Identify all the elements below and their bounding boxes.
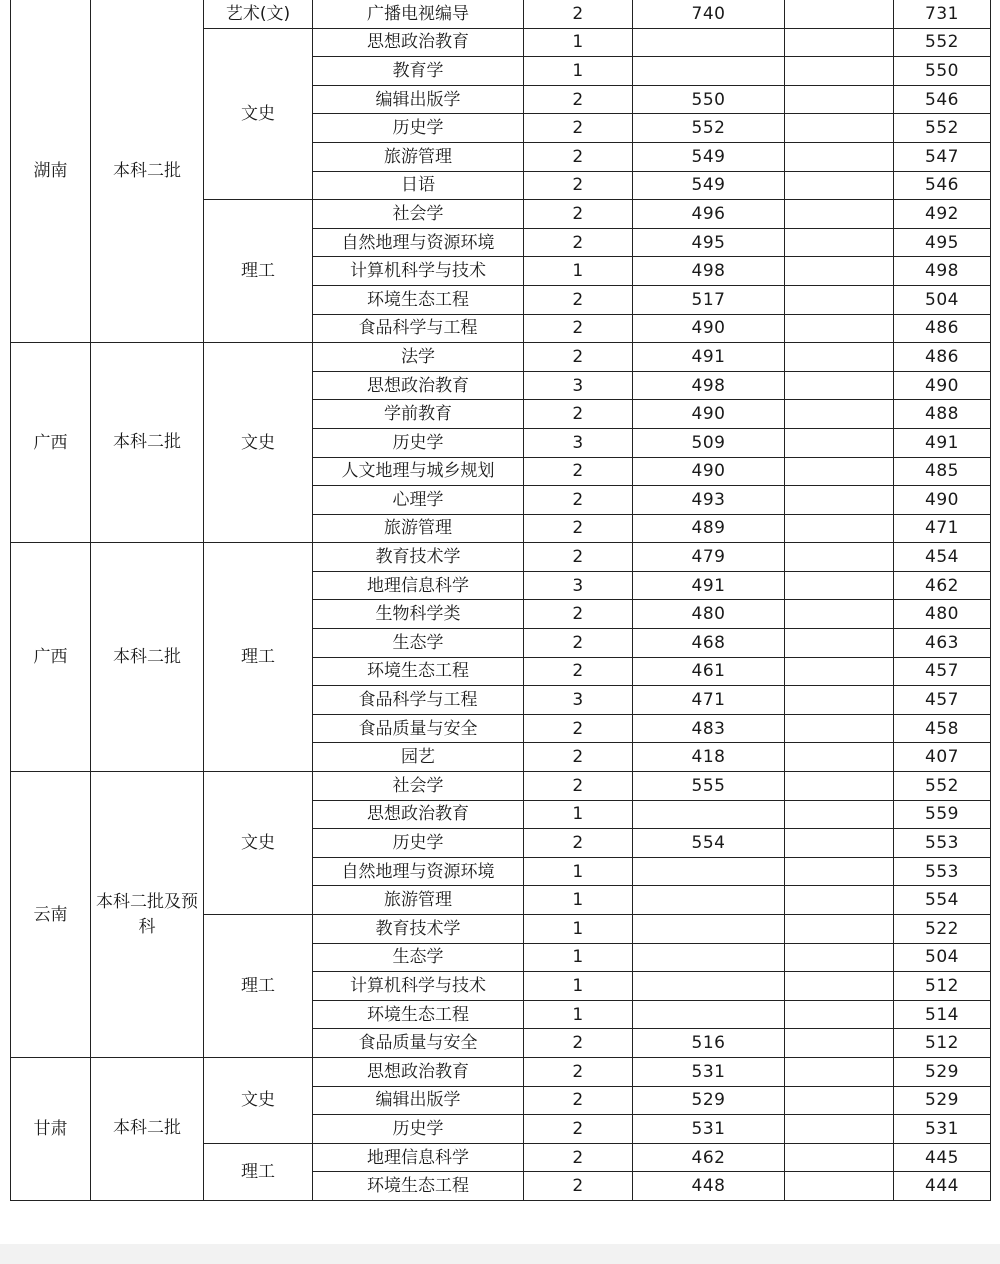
max-score-cell: 493 <box>633 486 785 515</box>
enrollment-count-cell: 2 <box>524 743 633 772</box>
enrollment-count-cell: 2 <box>524 514 633 543</box>
enrollment-count-cell: 2 <box>524 400 633 429</box>
min-score-cell: 554 <box>894 886 991 915</box>
major-cell: 自然地理与资源环境 <box>313 228 524 257</box>
table-row <box>11 543 991 572</box>
blank-cell <box>785 600 894 629</box>
blank-cell <box>785 543 894 572</box>
blank-cell <box>785 257 894 286</box>
max-score-cell: 516 <box>633 1029 785 1058</box>
major-cell: 自然地理与资源环境 <box>313 857 524 886</box>
major-cell: 思想政治教育 <box>313 800 524 829</box>
max-score-cell: 549 <box>633 142 785 171</box>
enrollment-count-cell: 2 <box>524 0 633 28</box>
major-cell: 旅游管理 <box>313 514 524 543</box>
min-score-cell: 407 <box>894 743 991 772</box>
max-score-cell: 491 <box>633 343 785 372</box>
enrollment-count-cell: 2 <box>524 1172 633 1201</box>
major-cell: 人文地理与城乡规划 <box>313 457 524 486</box>
major-cell: 食品科学与工程 <box>313 686 524 715</box>
blank-cell <box>785 629 894 658</box>
min-score-cell: 550 <box>894 57 991 86</box>
max-score-cell: 517 <box>633 285 785 314</box>
major-cell: 生物科学类 <box>313 600 524 629</box>
blank-cell <box>785 857 894 886</box>
min-score-cell: 495 <box>894 228 991 257</box>
enrollment-count-cell: 2 <box>524 228 633 257</box>
min-score-cell: 492 <box>894 200 991 229</box>
max-score-cell: 491 <box>633 571 785 600</box>
batch-cell: 本科二批 <box>91 1057 204 1200</box>
blank-cell <box>785 743 894 772</box>
min-score-cell: 488 <box>894 400 991 429</box>
min-score-cell: 512 <box>894 972 991 1001</box>
blank-cell <box>785 915 894 944</box>
min-score-cell: 462 <box>894 571 991 600</box>
major-cell: 编辑出版学 <box>313 85 524 114</box>
enrollment-count-cell: 2 <box>524 657 633 686</box>
blank-cell <box>785 943 894 972</box>
blank-cell <box>785 1086 894 1115</box>
enrollment-count-cell: 1 <box>524 1000 633 1029</box>
enrollment-count-cell: 2 <box>524 314 633 343</box>
max-score-cell: 448 <box>633 1172 785 1201</box>
major-cell: 历史学 <box>313 114 524 143</box>
max-score-cell: 550 <box>633 85 785 114</box>
province-cell: 湖南 <box>11 0 91 343</box>
max-score-cell: 462 <box>633 1143 785 1172</box>
blank-cell <box>785 57 894 86</box>
blank-cell <box>785 1115 894 1144</box>
min-score-cell: 531 <box>894 1115 991 1144</box>
enrollment-count-cell: 1 <box>524 257 633 286</box>
min-score-cell: 491 <box>894 428 991 457</box>
max-score-cell: 498 <box>633 371 785 400</box>
blank-cell <box>785 228 894 257</box>
enrollment-count-cell: 2 <box>524 200 633 229</box>
min-score-cell: 498 <box>894 257 991 286</box>
province-cell: 广西 <box>11 543 91 772</box>
category-cell: 理工 <box>204 543 313 772</box>
max-score-cell: 531 <box>633 1115 785 1144</box>
enrollment-count-cell: 2 <box>524 1057 633 1086</box>
max-score-cell: 490 <box>633 400 785 429</box>
max-score-cell: 471 <box>633 686 785 715</box>
enrollment-count-cell: 1 <box>524 943 633 972</box>
major-cell: 环境生态工程 <box>313 1000 524 1029</box>
enrollment-count-cell: 3 <box>524 686 633 715</box>
max-score-cell <box>633 886 785 915</box>
max-score-cell <box>633 800 785 829</box>
category-cell: 文史 <box>204 772 313 915</box>
major-cell: 环境生态工程 <box>313 657 524 686</box>
max-score-cell <box>633 915 785 944</box>
min-score-cell: 512 <box>894 1029 991 1058</box>
blank-cell <box>785 400 894 429</box>
major-cell: 教育技术学 <box>313 543 524 572</box>
province-cell: 甘肃 <box>11 1057 91 1200</box>
category-cell: 理工 <box>204 915 313 1058</box>
enrollment-count-cell: 2 <box>524 114 633 143</box>
blank-cell <box>785 829 894 858</box>
major-cell: 生态学 <box>313 943 524 972</box>
min-score-cell: 480 <box>894 600 991 629</box>
min-score-cell: 486 <box>894 343 991 372</box>
blank-cell <box>785 1172 894 1201</box>
category-cell: 文史 <box>204 343 313 543</box>
major-cell: 历史学 <box>313 1115 524 1144</box>
min-score-cell: 504 <box>894 943 991 972</box>
max-score-cell: 555 <box>633 772 785 801</box>
blank-cell <box>785 972 894 1001</box>
max-score-cell: 490 <box>633 314 785 343</box>
category-cell: 文史 <box>204 1057 313 1143</box>
min-score-cell: 552 <box>894 28 991 57</box>
blank-cell <box>785 200 894 229</box>
enrollment-count-cell: 2 <box>524 1086 633 1115</box>
blank-cell <box>785 686 894 715</box>
min-score-cell: 529 <box>894 1086 991 1115</box>
max-score-cell: 531 <box>633 1057 785 1086</box>
max-score-cell: 552 <box>633 114 785 143</box>
province-cell: 云南 <box>11 772 91 1058</box>
min-score-cell: 553 <box>894 829 991 858</box>
max-score-cell: 509 <box>633 428 785 457</box>
enrollment-count-cell: 2 <box>524 543 633 572</box>
blank-cell <box>785 343 894 372</box>
major-cell: 学前教育 <box>313 400 524 429</box>
blank-cell <box>785 514 894 543</box>
enrollment-count-cell: 2 <box>524 142 633 171</box>
min-score-cell: 444 <box>894 1172 991 1201</box>
major-cell: 食品质量与安全 <box>313 1029 524 1058</box>
blank-cell <box>785 85 894 114</box>
max-score-cell: 490 <box>633 457 785 486</box>
min-score-cell: 458 <box>894 714 991 743</box>
blank-cell <box>785 1029 894 1058</box>
blank-cell <box>785 114 894 143</box>
blank-cell <box>785 285 894 314</box>
min-score-cell: 486 <box>894 314 991 343</box>
category-cell: 理工 <box>204 200 313 343</box>
category-cell: 理工 <box>204 1143 313 1200</box>
major-cell: 编辑出版学 <box>313 1086 524 1115</box>
max-score-cell <box>633 1000 785 1029</box>
major-cell: 思想政治教育 <box>313 371 524 400</box>
major-cell: 园艺 <box>313 743 524 772</box>
enrollment-count-cell: 2 <box>524 714 633 743</box>
max-score-cell <box>633 57 785 86</box>
min-score-cell: 454 <box>894 543 991 572</box>
major-cell: 历史学 <box>313 428 524 457</box>
category-cell: 艺术(文) <box>204 0 313 28</box>
major-cell: 地理信息科学 <box>313 1143 524 1172</box>
min-score-cell: 471 <box>894 514 991 543</box>
table-row <box>11 1057 991 1086</box>
max-score-cell: 496 <box>633 200 785 229</box>
max-score-cell <box>633 857 785 886</box>
major-cell: 食品科学与工程 <box>313 314 524 343</box>
major-cell: 法学 <box>313 343 524 372</box>
enrollment-count-cell: 3 <box>524 571 633 600</box>
enrollment-count-cell: 1 <box>524 800 633 829</box>
bottom-margin <box>0 1244 1000 1264</box>
enrollment-count-cell: 1 <box>524 857 633 886</box>
major-cell: 环境生态工程 <box>313 285 524 314</box>
major-cell: 社会学 <box>313 772 524 801</box>
max-score-cell: 483 <box>633 714 785 743</box>
enrollment-count-cell: 2 <box>524 600 633 629</box>
min-score-cell: 504 <box>894 285 991 314</box>
batch-cell: 本科二批 <box>91 343 204 543</box>
max-score-cell: 549 <box>633 171 785 200</box>
blank-cell <box>785 0 894 28</box>
major-cell: 历史学 <box>313 829 524 858</box>
blank-cell <box>785 1143 894 1172</box>
major-cell: 思想政治教育 <box>313 1057 524 1086</box>
enrollment-count-cell: 2 <box>524 85 633 114</box>
min-score-cell: 445 <box>894 1143 991 1172</box>
enrollment-count-cell: 1 <box>524 886 633 915</box>
enrollment-count-cell: 3 <box>524 371 633 400</box>
blank-cell <box>785 657 894 686</box>
major-cell: 社会学 <box>313 200 524 229</box>
blank-cell <box>785 428 894 457</box>
enrollment-count-cell: 2 <box>524 629 633 658</box>
enrollment-count-cell: 2 <box>524 1029 633 1058</box>
min-score-cell: 546 <box>894 85 991 114</box>
max-score-cell <box>633 972 785 1001</box>
category-cell: 文史 <box>204 28 313 200</box>
enrollment-count-cell: 2 <box>524 486 633 515</box>
enrollment-count-cell: 2 <box>524 829 633 858</box>
blank-cell <box>785 772 894 801</box>
major-cell: 日语 <box>313 171 524 200</box>
blank-cell <box>785 714 894 743</box>
max-score-cell <box>633 943 785 972</box>
enrollment-count-cell: 1 <box>524 57 633 86</box>
major-cell: 计算机科学与技术 <box>313 257 524 286</box>
max-score-cell: 554 <box>633 829 785 858</box>
major-cell: 旅游管理 <box>313 886 524 915</box>
major-cell: 教育学 <box>313 57 524 86</box>
table-row <box>11 772 991 801</box>
blank-cell <box>785 571 894 600</box>
blank-cell <box>785 800 894 829</box>
min-score-cell: 490 <box>894 486 991 515</box>
blank-cell <box>785 457 894 486</box>
enrollment-count-cell: 1 <box>524 972 633 1001</box>
blank-cell <box>785 142 894 171</box>
enrollment-count-cell: 2 <box>524 772 633 801</box>
batch-cell: 本科二批及预科 <box>91 772 204 1058</box>
enrollment-count-cell: 2 <box>524 457 633 486</box>
blank-cell <box>785 486 894 515</box>
min-score-cell: 463 <box>894 629 991 658</box>
major-cell: 旅游管理 <box>313 142 524 171</box>
min-score-cell: 559 <box>894 800 991 829</box>
min-score-cell: 490 <box>894 371 991 400</box>
max-score-cell: 498 <box>633 257 785 286</box>
major-cell: 广播电视编导 <box>313 0 524 28</box>
major-cell: 食品质量与安全 <box>313 714 524 743</box>
enrollment-count-cell: 2 <box>524 1115 633 1144</box>
min-score-cell: 552 <box>894 772 991 801</box>
table-row <box>11 0 991 28</box>
min-score-cell: 522 <box>894 915 991 944</box>
blank-cell <box>785 886 894 915</box>
max-score-cell: 461 <box>633 657 785 686</box>
major-cell: 生态学 <box>313 629 524 658</box>
max-score-cell: 468 <box>633 629 785 658</box>
min-score-cell: 457 <box>894 657 991 686</box>
max-score-cell: 529 <box>633 1086 785 1115</box>
blank-cell <box>785 371 894 400</box>
min-score-cell: 485 <box>894 457 991 486</box>
min-score-cell: 731 <box>894 0 991 28</box>
enrollment-count-cell: 2 <box>524 285 633 314</box>
table-body <box>11 0 991 1200</box>
min-score-cell: 514 <box>894 1000 991 1029</box>
admission-score-table <box>10 0 991 1201</box>
admission-score-table-container <box>10 0 990 1242</box>
enrollment-count-cell: 2 <box>524 343 633 372</box>
major-cell: 思想政治教育 <box>313 28 524 57</box>
enrollment-count-cell: 2 <box>524 1143 633 1172</box>
min-score-cell: 529 <box>894 1057 991 1086</box>
major-cell: 心理学 <box>313 486 524 515</box>
min-score-cell: 457 <box>894 686 991 715</box>
blank-cell <box>785 28 894 57</box>
max-score-cell: 480 <box>633 600 785 629</box>
blank-cell <box>785 1057 894 1086</box>
batch-cell: 本科二批 <box>91 0 204 343</box>
table-row <box>11 343 991 372</box>
enrollment-count-cell: 3 <box>524 428 633 457</box>
max-score-cell: 489 <box>633 514 785 543</box>
min-score-cell: 552 <box>894 114 991 143</box>
major-cell: 计算机科学与技术 <box>313 972 524 1001</box>
min-score-cell: 553 <box>894 857 991 886</box>
enrollment-count-cell: 1 <box>524 28 633 57</box>
max-score-cell: 740 <box>633 0 785 28</box>
major-cell: 教育技术学 <box>313 915 524 944</box>
max-score-cell: 418 <box>633 743 785 772</box>
enrollment-count-cell: 1 <box>524 915 633 944</box>
blank-cell <box>785 1000 894 1029</box>
min-score-cell: 546 <box>894 171 991 200</box>
blank-cell <box>785 171 894 200</box>
province-cell: 广西 <box>11 343 91 543</box>
blank-cell <box>785 314 894 343</box>
enrollment-count-cell: 2 <box>524 171 633 200</box>
batch-cell: 本科二批 <box>91 543 204 772</box>
max-score-cell: 479 <box>633 543 785 572</box>
major-cell: 地理信息科学 <box>313 571 524 600</box>
min-score-cell: 547 <box>894 142 991 171</box>
max-score-cell: 495 <box>633 228 785 257</box>
max-score-cell <box>633 28 785 57</box>
major-cell: 环境生态工程 <box>313 1172 524 1201</box>
